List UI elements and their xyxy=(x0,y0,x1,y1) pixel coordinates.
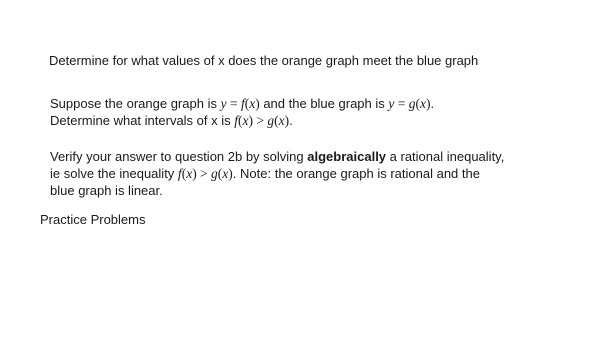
question-3-line-3 xyxy=(50,182,504,199)
question-3 xyxy=(50,148,504,199)
practice-problems-heading xyxy=(40,211,145,228)
question-3-line-2 xyxy=(50,165,504,182)
blue-graph-equation: y = g(x) xyxy=(388,96,431,111)
inequality-expression-2: f(x) > g(x) xyxy=(177,166,233,181)
question-3-text-d: . Note: the orange graph is rational and the xyxy=(232,166,480,181)
question-2-line-2 xyxy=(50,112,434,129)
question-3-text-e: blue graph is linear. xyxy=(50,183,163,198)
question-2-text-e: . xyxy=(289,113,293,128)
question-1 xyxy=(49,52,478,69)
inequality-expression: f(x) > g(x) xyxy=(234,113,290,128)
question-2-line-1 xyxy=(50,95,434,112)
question-3-line-1 xyxy=(50,148,504,165)
question-2-text-d: Determine what intervals of x is xyxy=(50,113,235,128)
question-3-text-b: a rational inequality, xyxy=(386,149,505,164)
emphasis-algebraically: algebraically xyxy=(307,149,387,164)
question-2-text-b: and the blue graph is xyxy=(259,96,389,111)
question-3-text-a: Verify your answer to question 2b by solving xyxy=(50,149,308,164)
question-1-text: Determine for what values of x does the orange graph meet the blue graph xyxy=(49,53,479,68)
question-2 xyxy=(50,95,434,129)
question-3-text-c: ie solve the inequality xyxy=(50,166,178,181)
question-2-text-c: . xyxy=(430,96,435,111)
question-2-text-a: Suppose the orange graph is xyxy=(50,96,221,111)
practice-problems-label: Practice Problems xyxy=(40,212,146,227)
orange-graph-equation: y = f(x) xyxy=(220,96,260,111)
